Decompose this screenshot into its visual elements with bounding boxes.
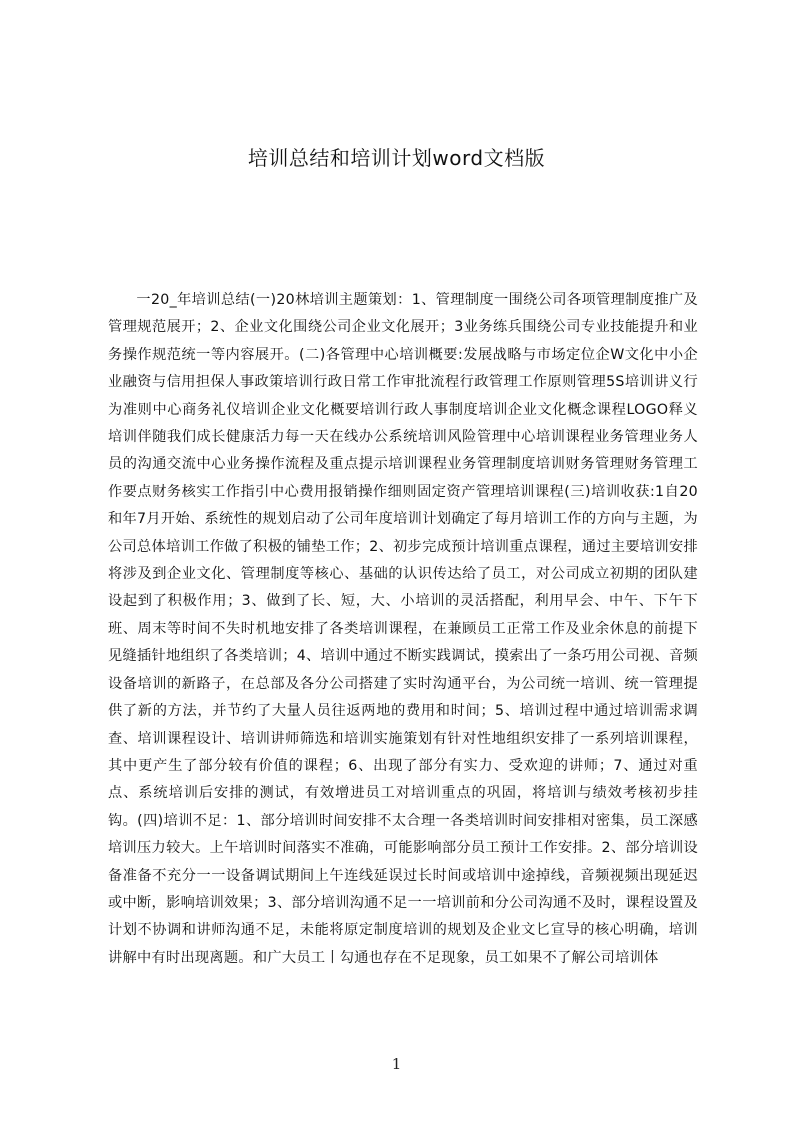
document-body-paragraph: 一20_年培训总结(一)20林培训主题策划：1、管理制度一围绕公司各项管理制度推广及管理规范展开；2、企业文化围绕公司企业文化展开；3业务练兵围绕公司专业技能提升和业务操作规范统一等内容展开。(二)各管理中心培训概要:发展战略与市场定位企W文化中小企业融资与信用担保人事政策培训行政日常工作审批流程行政管理工作原则管理5S培训讲义行为准则中心商务礼仪培训企业文化概要培训行政人事制度培训企业文化概念课程LOGO释义培训伴随我们成长健康活力每一天在线办公系统培训风险管理中心培训课程业务管理业务人员的沟通交流中心业务操作流程及重点提示培训课程业务管理制度培训财务管理财务管理工作要点财务核实工作指引中心费用报销操作细则固定资产管理培训课程(三)培训收获:1自20和年7月开始、系统性的规划启动了公司年度培训计划确定了每月培训工作的方向与主题，为公司总体培训工作做了积极的铺垫工作；2、初步完成预计培训重点课程，通过主要培训安排将涉及到企业文化、管理制度等核心、基础的认识传达给了员工，对公司成立初期的团队建设起到了积极作用；3、做到了长、短，大、小培训的灵活搭配，利用早会、中午、下午下班、周末等时间不失时机地安排了各类培训课程，在兼顾员工正常工作及业余休息的前提下见缝插针地组织了各类培训；4、培训中通过不断实践调试，摸索出了一条巧用公司视、音频设备培训的新路子，在总部及各分公司搭建了实时沟通平台，为公司统一培训、统一管理提供了新的方法，并节约了大量人员往返两地的费用和时间；5、培训过程中通过培训需求调查、培训课程设计、培训讲师筛选和培训实施策划有针对性地组织安排了一系列培训课程，其中更产生了部分较有价值的课程；6、出现了部分有实力、受欢迎的讲师；7、通过对重点、系统培训后安排的测试，有效增进员工对培训重点的巩固，将培训与绩效考核初步挂钩。(四)培训不足：1、部分培训时间安排不太合理一各类培训时间安排相对密集，员工深感培训压力较大。上午培训时间落实不准确，可能影响部分员工预计工作安排。2、部分培训设备准备不充分一一设备调试期间上午连线延误过长时间或培训中途掉线，音频视频出现延迟或中断，影响培训效果；3、部分培训沟通不足一一培训前和分公司沟通不及时，课程设置及计划不协调和讲师沟通不足，未能将原定制度培训的规划及企业文匕宣导的核心明确，培训讲解中有时出现离题。和广大员工丨勾通也存在不足现象，员工如果不了解公司培训体 (108, 292, 698, 966)
document-title: 培训总结和培训计划word文档版 (247, 146, 546, 170)
page-number: 1 (391, 1055, 402, 1073)
